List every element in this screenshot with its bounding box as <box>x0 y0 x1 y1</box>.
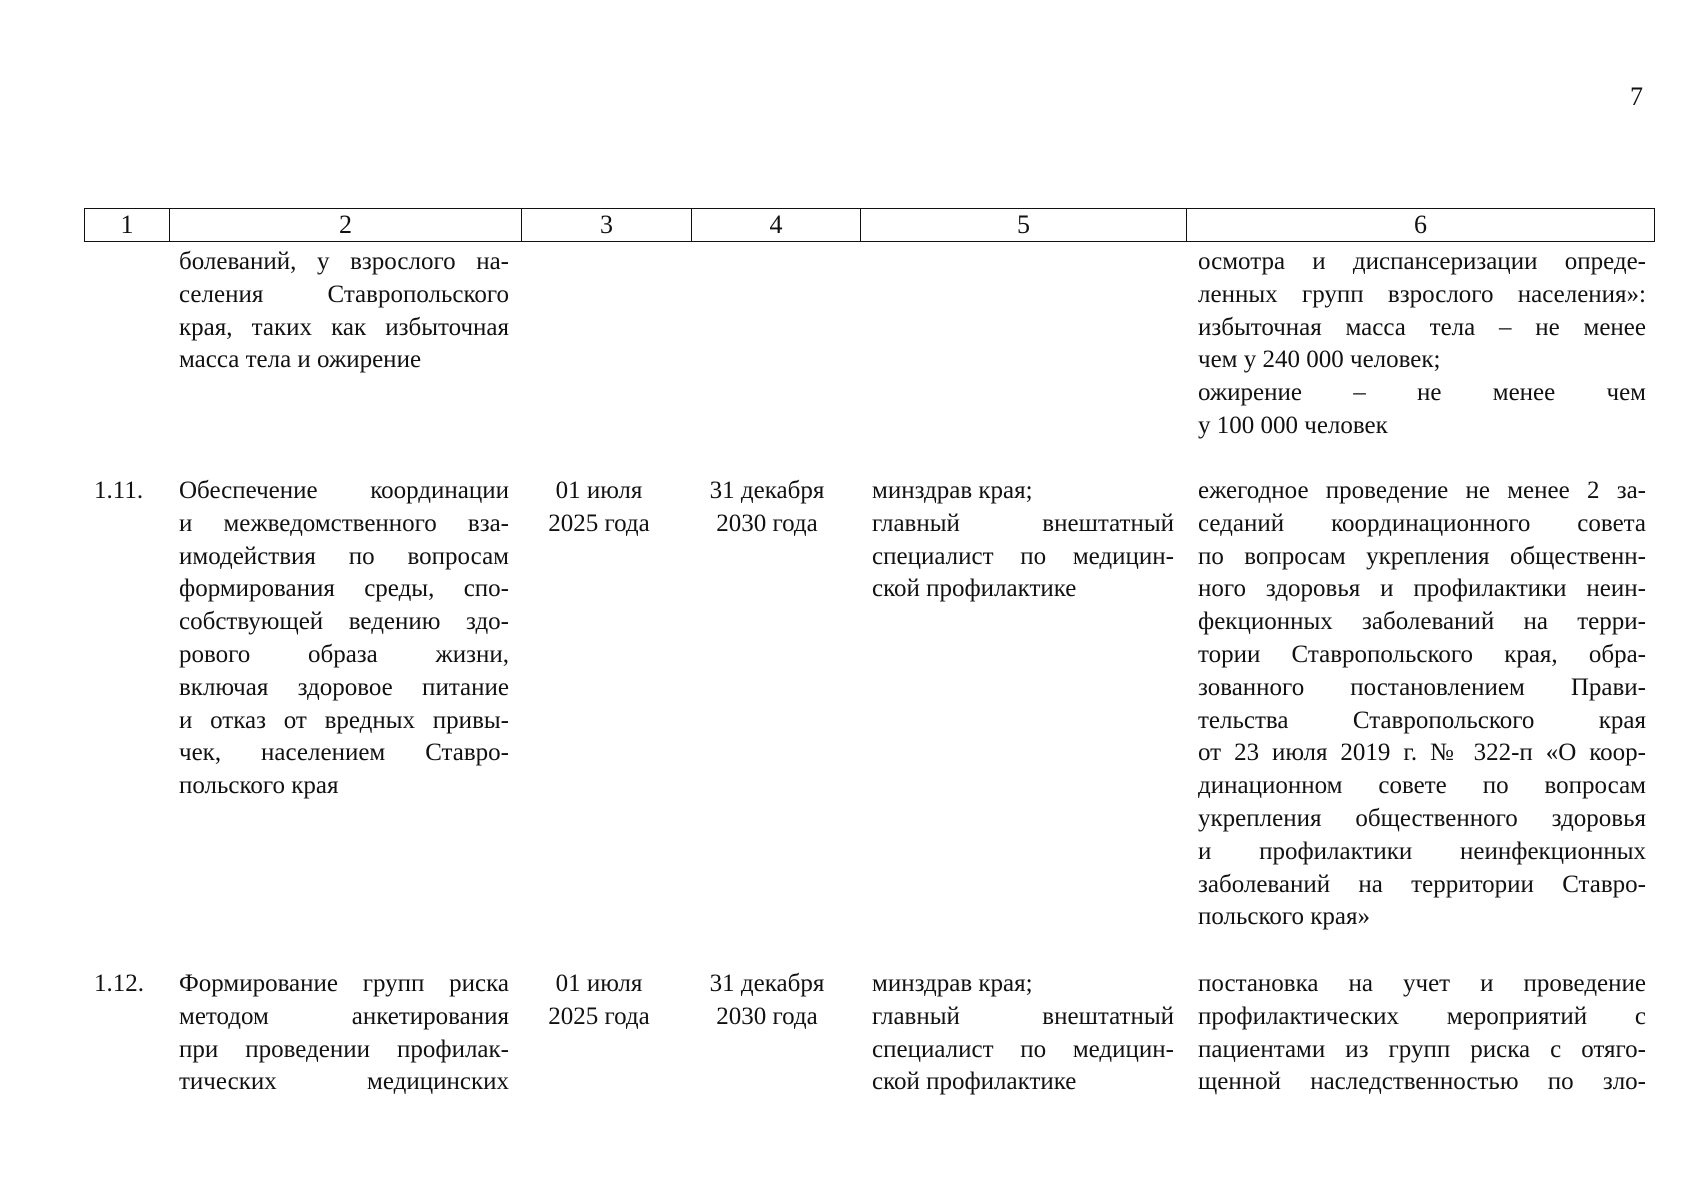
responsible-party <box>872 475 1174 606</box>
text-line: и отказ от вредных привы- <box>179 706 509 734</box>
expected-result <box>1198 246 1646 443</box>
expected-result <box>1198 475 1646 934</box>
text-line: 2030 года <box>716 509 818 537</box>
text-line: ежегодное проведение не менее 2 за- <box>1198 477 1646 504</box>
text-line: 2025 года <box>548 509 650 537</box>
text-line: главный внештатный <box>872 1002 1174 1030</box>
text-line: минздрав края; <box>872 970 1033 997</box>
text-line: по вопросам укрепления общественн- <box>1198 542 1646 570</box>
text-line: пациентами из групп риска с отяго- <box>1198 1035 1646 1063</box>
text-line: края, таких как избыточная <box>179 313 509 341</box>
text-line: ожирение – не менее чем <box>1198 379 1646 407</box>
text-line: чек, населением Ставро- <box>179 739 509 767</box>
text-line: специалист по медицин- <box>872 1035 1174 1063</box>
text-line: собствующей ведению здо- <box>179 608 509 636</box>
text-line: и профилактики неинфекционных <box>1198 837 1646 865</box>
text-line: седаний координационного совета <box>1198 509 1646 537</box>
text-line: тельства Ставропольского края <box>1198 706 1646 734</box>
row-number: 1.12. <box>94 970 144 997</box>
text-line: тических медицинских <box>179 1068 509 1096</box>
text-line: масса тела и ожирение <box>179 346 422 374</box>
text-line: зованного постановлением Прави- <box>1198 673 1646 701</box>
text-line: 2025 года <box>548 1002 650 1030</box>
column-number-3: 3 <box>522 209 692 242</box>
text-line: Обеспечение координации <box>179 477 509 504</box>
text-line: методом анкетирования <box>179 1002 509 1030</box>
text-line: динационном совете по вопросам <box>1198 772 1646 800</box>
column-number-5: 5 <box>861 209 1187 242</box>
text-line: ской профилактике <box>872 1068 1077 1096</box>
measure-name <box>179 968 509 1099</box>
text-line: 31 декабря <box>709 970 825 997</box>
text-line: заболеваний на территории Ставро- <box>1198 870 1646 898</box>
text-line: болеваний, у взрослого на- <box>179 248 509 275</box>
measure-name <box>179 475 509 803</box>
text-line: ской профилактике <box>872 575 1077 603</box>
text-line: постановка на учет и проведение <box>1198 970 1646 997</box>
end-date <box>692 475 842 541</box>
text-line: профилактических мероприятий с <box>1198 1002 1646 1030</box>
text-line: включая здоровое питание <box>179 673 509 701</box>
row-number: 1.11. <box>94 477 144 504</box>
expected-result <box>1198 968 1646 1099</box>
text-line: 31 декабря <box>709 477 825 504</box>
text-line: 01 июля <box>555 970 643 997</box>
end-date <box>692 968 842 1034</box>
text-line: фекционных заболеваний на терри- <box>1198 608 1646 636</box>
text-line: чем у 240 000 человек; <box>1198 346 1441 374</box>
start-date <box>524 968 674 1034</box>
text-line: избыточная масса тела – не менее <box>1198 313 1646 341</box>
text-line: главный внештатный <box>872 509 1174 537</box>
text-line: и межведомственного вза- <box>179 509 509 537</box>
text-line: польского края <box>179 772 339 800</box>
text-line: осмотра и диспансеризации опреде- <box>1198 248 1646 275</box>
text-line: от 23 июля 2019 г. № 322-п «О коор- <box>1198 739 1646 767</box>
text-line: щенной наследственностью по зло- <box>1198 1068 1646 1096</box>
column-number-2: 2 <box>170 209 522 242</box>
text-line: формирования среды, спо- <box>179 575 509 603</box>
text-line: 2030 года <box>716 1002 818 1030</box>
text-line: ного здоровья и профилактики неин- <box>1198 575 1646 603</box>
text-line: селения Ставропольского <box>179 280 509 308</box>
column-number-1: 1 <box>85 209 170 242</box>
text-line: имодействия по вопросам <box>179 542 509 570</box>
text-line: ленных групп взрослого населения»: <box>1198 280 1646 308</box>
text-line: укрепления общественного здоровья <box>1198 804 1646 832</box>
text-line: специалист по медицин- <box>872 542 1174 570</box>
column-number-6: 6 <box>1187 209 1655 242</box>
text-line: 01 июля <box>555 477 643 504</box>
text-line: минздрав края; <box>872 477 1033 504</box>
column-number-4: 4 <box>692 209 861 242</box>
measure-name <box>179 246 509 377</box>
column-number-header <box>84 208 1655 242</box>
text-line: рового образа жизни, <box>179 640 509 668</box>
text-line: у 100 000 человек <box>1198 411 1388 439</box>
text-line: польского края» <box>1198 903 1371 931</box>
text-line: при проведении профилак- <box>179 1035 509 1063</box>
responsible-party <box>872 968 1174 1099</box>
text-line: тории Ставропольского края, обра- <box>1198 640 1646 668</box>
text-line: Формирование групп риска <box>179 970 509 997</box>
start-date <box>524 475 674 541</box>
page-number: 7 <box>1630 82 1643 111</box>
